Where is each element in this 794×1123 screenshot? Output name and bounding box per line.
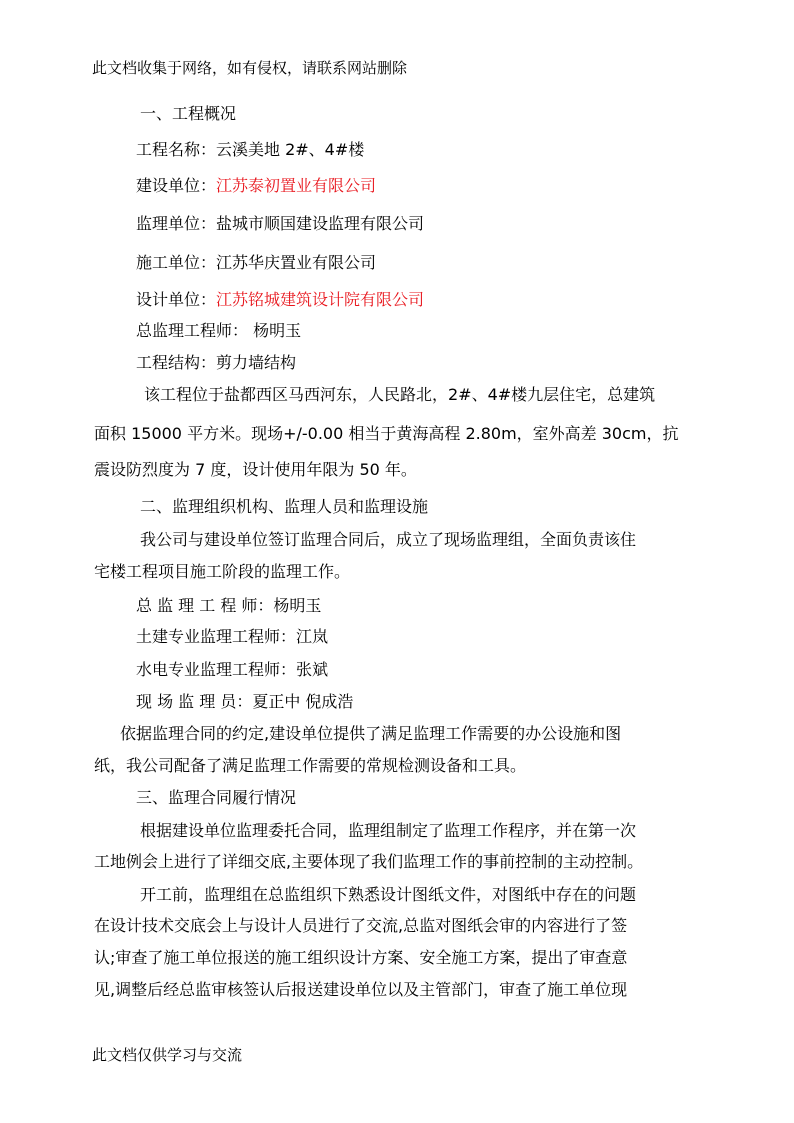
structure-type: 工程结构：剪力墙结构 [136, 353, 297, 372]
footer-note: 此文档仅供学习与交流 [92, 1046, 243, 1064]
staff-chief: 总 监 理 工 程 师：杨明玉 [136, 596, 322, 615]
section2-para1-line1: 我公司与建设单位签订监理合同后，成立了现场监理组，全面负责该住 [140, 530, 637, 549]
section3-para1-line1: 根据建设单位监理委托合同，监理组制定了监理工作程序，并在第一次 [140, 821, 637, 840]
section3-para2-line2: 在设计技术交底会上与设计人员进行了交流,总监对图纸会审的内容进行了签 [94, 916, 628, 935]
section2-heading: 二、监理组织机构、监理人员和监理设施 [140, 497, 429, 516]
section1-heading: 一、工程概况 [140, 104, 237, 123]
owner-value: 江苏泰初置业有限公司 [216, 176, 377, 195]
designer-label: 设计单位： [136, 290, 217, 309]
section3-heading: 三、监理合同履行情况 [136, 788, 297, 807]
owner-label: 建设单位： [136, 176, 217, 195]
header-note: 此文档收集于网络，如有侵权，请联系网站删除 [92, 59, 408, 77]
description-line-1: 该工程位于盐都西区马西河东，人民路北，2#、4#楼九层住宅，总建筑 [144, 385, 656, 404]
section2-para1-line2: 宅楼工程项目施工阶段的监理工作。 [94, 562, 351, 581]
section3-para2-line1: 开工前，监理组在总监组织下熟悉设计图纸文件，对图纸中存在的问题 [140, 885, 637, 904]
staff-civil: 土建专业监理工程师：江岚 [136, 627, 329, 646]
description-line-3: 震设防烈度为 7 度，设计使用年限为 50 年。 [94, 460, 417, 479]
owner-unit [136, 176, 376, 196]
section2-para2-line2: 纸，我公司配备了满足监理工作需要的常规检测设备和工具。 [94, 756, 527, 775]
designer-unit [136, 290, 424, 310]
section2-para2-line1: 依据监理合同的约定,建设单位提供了满足监理工作需要的办公设施和图 [120, 724, 622, 743]
description-line-2: 面积 15000 平方米。现场+/-0.00 相当于黄海高程 2.80m，室外高差 30cm，抗 [94, 424, 679, 443]
staff-site: 现 场 监 理 员：夏正中 倪成浩 [136, 692, 354, 711]
section3-para1-line2: 工地例会上进行了详细交底,主要体现了我们监理工作的事前控制的主动控制。 [94, 852, 644, 871]
section3-para2-line4: 见,调整后经总监审核签认后报送建设单位以及主管部门，审查了施工单位现 [94, 980, 628, 999]
designer-value: 江苏铭城建筑设计院有限公司 [216, 290, 425, 309]
supervisor-unit: 监理单位：盐城市顺国建设监理有限公司 [136, 214, 425, 233]
section3-para2-line3: 认;审查了施工单位报送的施工组织设计方案、安全施工方案，提出了审查意 [94, 948, 628, 967]
staff-mep: 水电专业监理工程师：张斌 [136, 660, 329, 679]
project-name: 工程名称：云溪美地 2#、4#楼 [136, 140, 365, 159]
chief-engineer: 总监理工程师： 杨明玉 [136, 321, 302, 340]
contractor-unit: 施工单位：江苏华庆置业有限公司 [136, 253, 377, 272]
